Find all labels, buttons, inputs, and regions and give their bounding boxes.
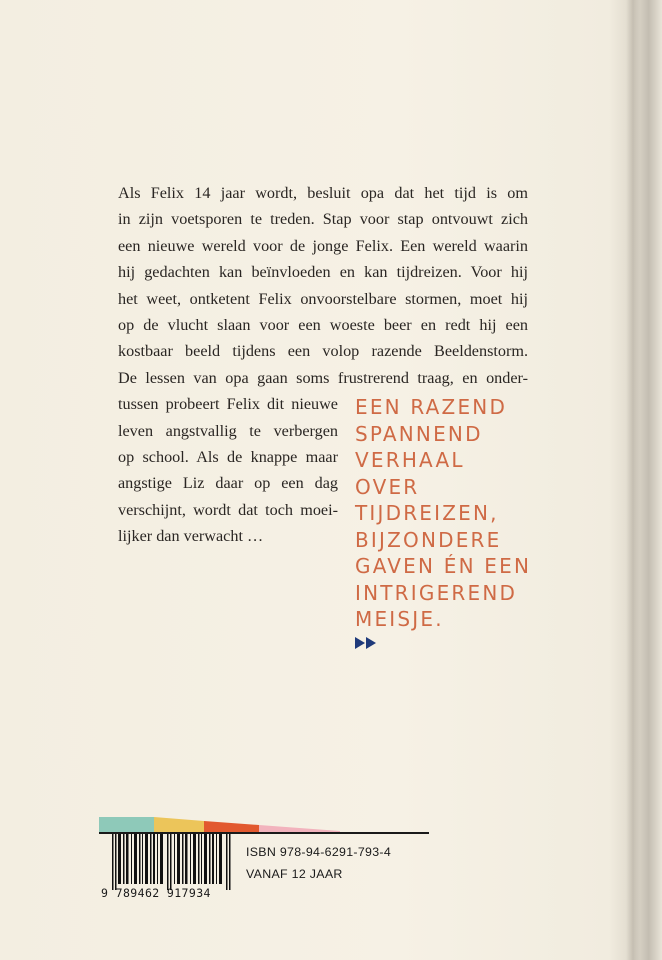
stripe-yellow xyxy=(154,817,204,832)
tagline-line: EEN RAZEND xyxy=(355,395,508,419)
stripe-teal xyxy=(99,817,154,832)
blurb-line: verschijnt, wordt dat toch moei- xyxy=(118,500,338,519)
blurb-line: in zijn voetsporen te treden. Stap voor stap ontvouwt zich xyxy=(118,210,528,229)
tagline-line: INTRIGEREND xyxy=(355,580,518,605)
tagline-line: MEISJE. xyxy=(355,607,444,631)
barcode xyxy=(112,834,232,890)
blurb-line: Als Felix 14 jaar wordt, besluit opa dat het tijd is om xyxy=(118,184,528,202)
blurb-line: angstige Liz daar op een dag xyxy=(118,474,338,493)
stripe-orange xyxy=(204,821,259,832)
blurb-line: een nieuwe wereld voor de jonge Felix. Een wereld waarin xyxy=(118,236,528,255)
stripe-pink xyxy=(259,825,340,832)
blurb-line: het weet, ontketent Felix onvoorstelbare stormen, moet hij xyxy=(118,289,528,308)
tagline-line: GAVEN ÉN EEN xyxy=(355,554,532,578)
blurb-line: op de vlucht slaan voor een woeste beer en redt hij een xyxy=(118,316,528,335)
tagline-line: OVER xyxy=(355,474,420,499)
blurb-line: hij gedachten kan beïnvloeden en kan tijdreizen. Voor hij xyxy=(118,263,528,282)
blurb-line: De lessen van opa gaan soms frustrerend traag, en onder- xyxy=(118,368,528,387)
tagline-line: VERHAAL xyxy=(355,448,465,472)
tagline xyxy=(355,394,615,633)
blurb-line: kostbaar beeld tijdens een volop razende Beeldenstorm. xyxy=(118,342,528,361)
blurb-line: op school. Als de knappe maar xyxy=(118,448,338,467)
color-stripe-bar xyxy=(99,807,340,833)
blurb-line: tussen probeert Felix dit nieuwe xyxy=(118,395,338,414)
age-label: VANAF 12 JAAR xyxy=(246,867,343,881)
isbn-label: ISBN 978-94-6291-793-4 xyxy=(246,845,392,859)
spine-shadow xyxy=(626,0,640,960)
barcode-digits: 9 789462 917934 xyxy=(101,886,211,900)
fast-forward-icon xyxy=(355,637,379,649)
blurb-line: lijker dan verwacht … xyxy=(118,527,264,546)
tagline-line: BIJZONDERE xyxy=(355,527,502,552)
tagline-line: TIJDREIZEN, xyxy=(355,501,499,525)
blurb-line: leven angstvallig te verbergen xyxy=(118,421,338,440)
tagline-line: SPANNEND xyxy=(355,421,483,446)
